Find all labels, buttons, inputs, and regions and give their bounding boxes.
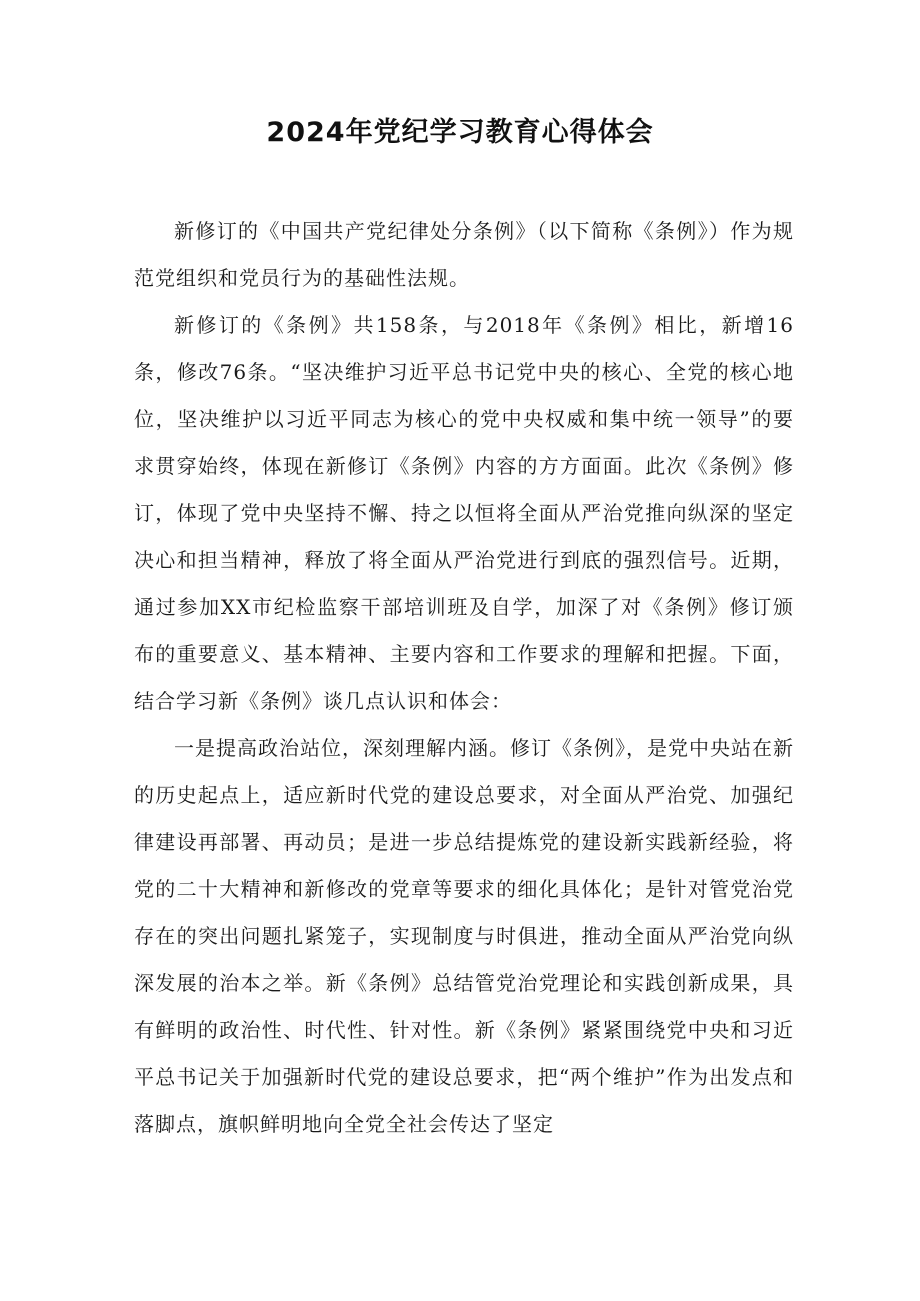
document-title: 2024年党纪学习教育心得体会 — [266, 117, 654, 148]
paragraph-point-one: 一是提高政治站位，深刻理解内涵。修订《条例》，是党中央站在新的历史起点上，适应新时代党的建设总要求，对全面从严治党、加强纪律建设再部署、再动员；是进一步总结提炼党的建设新实践新经验，将党的二十大精神和新修改的党章等要求的细化具体化；是针对管党治党存在的突出问题扎紧笼子，实现制度与时俱进，推动全面从严治党向纵深发展的治本之举。新《条例》总结管党治党理论和实践创新成果，具有鲜明的政治性、时代性、针对性。新《条例》紧紧围绕党中央和习近平总书记关于加强新时代党的建设总要求，把“两个维护”作为出发点和落脚点，旗帜鲜明地向全党全社会传达了坚定 — [134, 736, 794, 1136]
paragraph-intro: 新修订的《中国共产党纪律处分条例》（以下简称《条例》）作为规范党组织和党员行为的基础性法规。 — [134, 219, 794, 290]
document-body — [134, 208, 794, 1148]
paragraph-overview: 新修订的《条例》共158条，与2018年《条例》相比，新增16条，修改76条。“坚决维护习近平总书记党中央的核心、全党的核心地位，坚决维护以习近平同志为核心的党中央权威和集中统一领导”的要求贯穿始终，体现在新修订《条例》内容的方方面面。此次《条例》修订，体现了党中央坚持不懈、持之以恒将全面从严治党推向纵深的坚定决心和担当精神，释放了将全面从严治党进行到底的强烈信号。近期，通过参加XX市纪检监察干部培训班及自学，加深了对《条例》修订颁布的重要意义、基本精神、主要内容和工作要求的理解和把握。下面，结合学习新《条例》谈几点认识和体会： — [134, 313, 794, 713]
